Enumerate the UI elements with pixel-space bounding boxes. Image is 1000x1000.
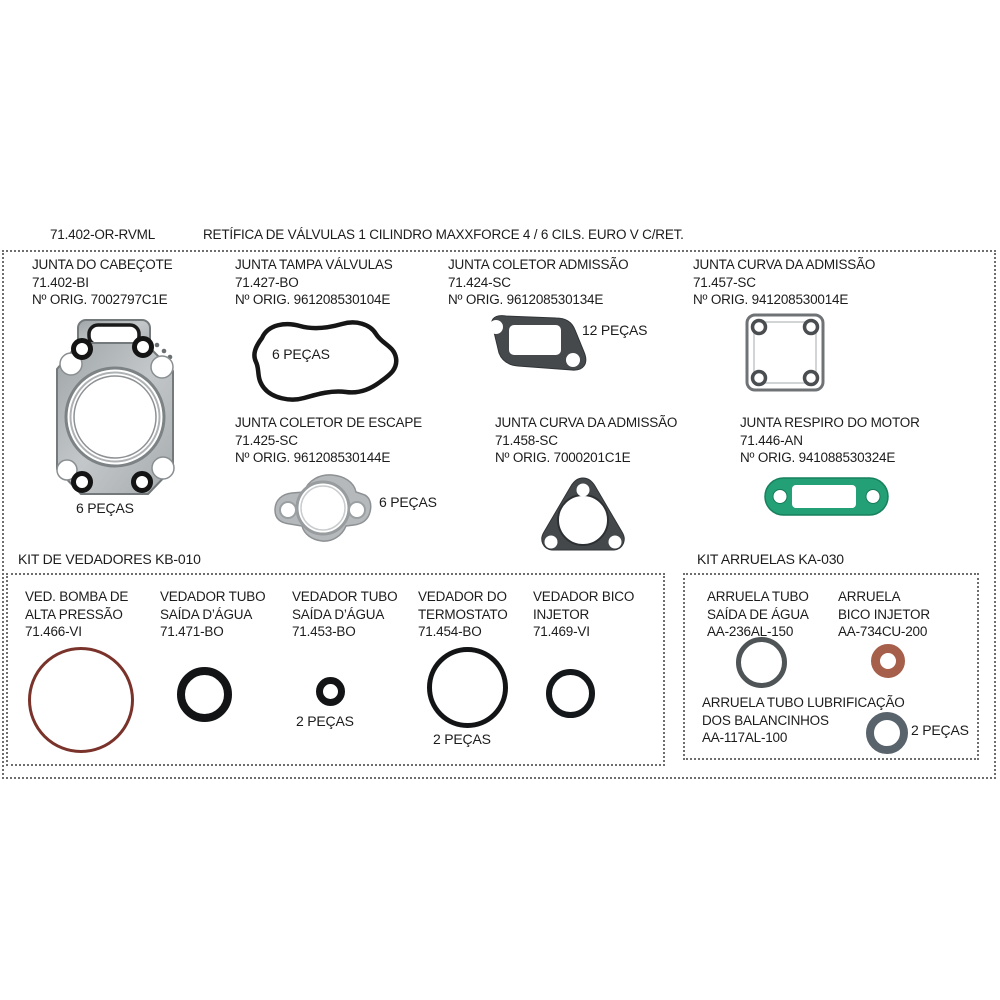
bolt-hole [753,372,766,385]
part-name: ALTA PRESSÃO [25,606,123,622]
qty-label: 6 PEÇAS [76,500,134,516]
bolt-hole [753,321,766,334]
seal-pump-label [25,588,128,641]
bolt-hole [489,320,503,334]
part-name: BICO INJETOR [838,606,930,622]
gasket-intake-elbow2-label [495,414,677,467]
part-code: 71.457-SC [693,274,756,290]
part-name: JUNTA COLETOR ADMISSÃO [448,257,629,272]
gasket-intake-elbow-label [693,256,875,309]
part-name: ARRUELA TUBO [707,589,809,604]
grommet-hole [134,474,151,491]
qty-label: 2 PEÇAS [296,713,354,729]
intake-elbow-gasket-image [742,310,834,396]
part-code: AA-236AL-150 [707,624,794,639]
bolt-hole [152,457,174,479]
qty-label: 2 PEÇAS [911,722,969,738]
bolt-hole [545,536,558,549]
seal-kit-title: KIT DE VEDADORES KB-010 [18,551,201,567]
part-name: VEDADOR BICO [533,589,635,604]
part-name: JUNTA DO CABEÇOTE [32,257,173,272]
intake-manifold-gasket-image [478,308,596,386]
lube-tube-washer-image [866,712,908,754]
part-name: SAÍDA D’ÁGUA [160,606,253,622]
plate-dot [155,343,160,348]
head-gasket-image [45,313,193,513]
gasket-intake-manifold-label [448,256,628,309]
part-name: ARRUELA [838,589,901,604]
kit-code: 71.402-OR-RVML [50,227,155,242]
part-code: 71.466-VI [25,624,82,639]
bolt-hole [773,490,787,504]
part-code: 71.446-AN [740,432,803,448]
qty-label: 6 PEÇAS [272,346,330,362]
part-code: 71.454-BO [418,624,482,639]
part-name: VEDADOR TUBO [292,589,398,604]
seal-injector-label [533,588,634,641]
part-orig-number: Nº ORIG. 7002797C1E [32,292,168,307]
part-name: VEDADOR DO [418,589,507,604]
bolt-hole [349,502,365,518]
qty-label: 6 PEÇAS [379,494,437,510]
bolt-hole [577,484,590,497]
washer-water-tube-label [707,588,809,641]
part-code: 71.427-BO [235,274,299,290]
part-code: 71.424-SC [448,274,511,290]
water-tube2-oring-image [316,677,345,706]
qty-label: 2 PEÇAS [433,731,491,747]
gasket-breather-label [740,414,920,467]
gasket-valve-cover-label [235,256,393,309]
exhaust-port [297,482,349,534]
washer-kit-title: KIT ARRUELAS KA-030 [697,551,844,567]
washer-injector-label [838,588,930,641]
page-title: RETÍFICA DE VÁLVULAS 1 CILINDRO MAXXFORCE 4 / 6 CILS. EURO V C/RET. [203,227,684,242]
part-name: JUNTA COLETOR DE ESCAPE [235,415,422,430]
part-name: JUNTA RESPIRO DO MOTOR [740,415,920,430]
qty-label: 12 PEÇAS [582,322,648,338]
part-code: AA-734CU-200 [838,624,928,639]
part-orig-number: Nº ORIG. 941208530014E [693,292,849,307]
bolt-hole [566,353,580,367]
part-name: VEDADOR TUBO [160,589,266,604]
part-name: JUNTA TAMPA VÁLVULAS [235,257,393,272]
bolt-hole [151,356,173,378]
part-name: JUNTA CURVA DA ADMISSÃO [495,415,678,430]
cylinder-bore [66,368,164,466]
part-orig-number: Nº ORIG. 961208530104E [235,292,391,307]
pump-oring-image [28,647,134,753]
grommet-hole [74,474,91,491]
plate-dot [162,349,167,354]
part-orig-number: Nº ORIG. 7000201C1E [495,450,631,465]
grommet-hole [74,341,91,358]
water-tube-washer-image [736,637,787,688]
part-name: TERMOSTATO [418,606,508,622]
water-tube-oring-image [177,667,232,722]
exhaust-manifold-gasket-image [266,468,378,552]
injector-washer-image [871,644,905,678]
part-name: INJETOR [533,606,590,622]
part-code: 71.458-SC [495,432,558,448]
part-name: SAÍDA DE ÁGUA [707,606,809,622]
part-code: 71.402-BI [32,274,89,290]
bolt-hole [805,372,818,385]
part-name: SAÍDA D’ÁGUA [292,606,385,622]
bolt-hole [805,321,818,334]
thermostat-oring-image [427,647,508,728]
part-code: 71.471-BO [160,624,224,639]
seal-thermostat-label [418,588,508,641]
gasket-exhaust-manifold-label [235,414,422,467]
seal-water-tube-label [160,588,265,641]
bolt-hole [866,490,880,504]
part-code: 71.453-BO [292,624,356,639]
part-name: VED. BOMBA DE [25,589,129,604]
part-code: 71.425-SC [235,432,298,448]
part-orig-number: Nº ORIG. 961208530134E [448,292,604,307]
bolt-hole [280,502,296,518]
part-orig-number: Nº ORIG. 961208530144E [235,450,391,465]
breather-gasket-image [760,474,892,520]
grommet-hole [135,339,152,356]
injector-oring-image [546,669,595,718]
part-orig-number: Nº ORIG. 941088530324E [740,450,896,465]
bolt-hole [609,536,622,549]
part-name: DOS BALANCINHOS [702,712,829,728]
center-bore [558,495,608,545]
port-opening [509,325,561,355]
seal-water-tube2-label [292,588,397,641]
part-name: ARRUELA TUBO LUBRIFICAÇÃO [702,695,905,710]
center-opening [792,485,856,508]
part-code: AA-117AL-100 [702,730,788,745]
gasket-head-label [32,256,172,309]
intake-elbow2-gasket-image [530,472,636,560]
part-name: JUNTA CURVA DA ADMISSÃO [693,257,876,272]
valve-cover-gasket-image [242,316,404,408]
part-code: 71.469-VI [533,624,590,639]
